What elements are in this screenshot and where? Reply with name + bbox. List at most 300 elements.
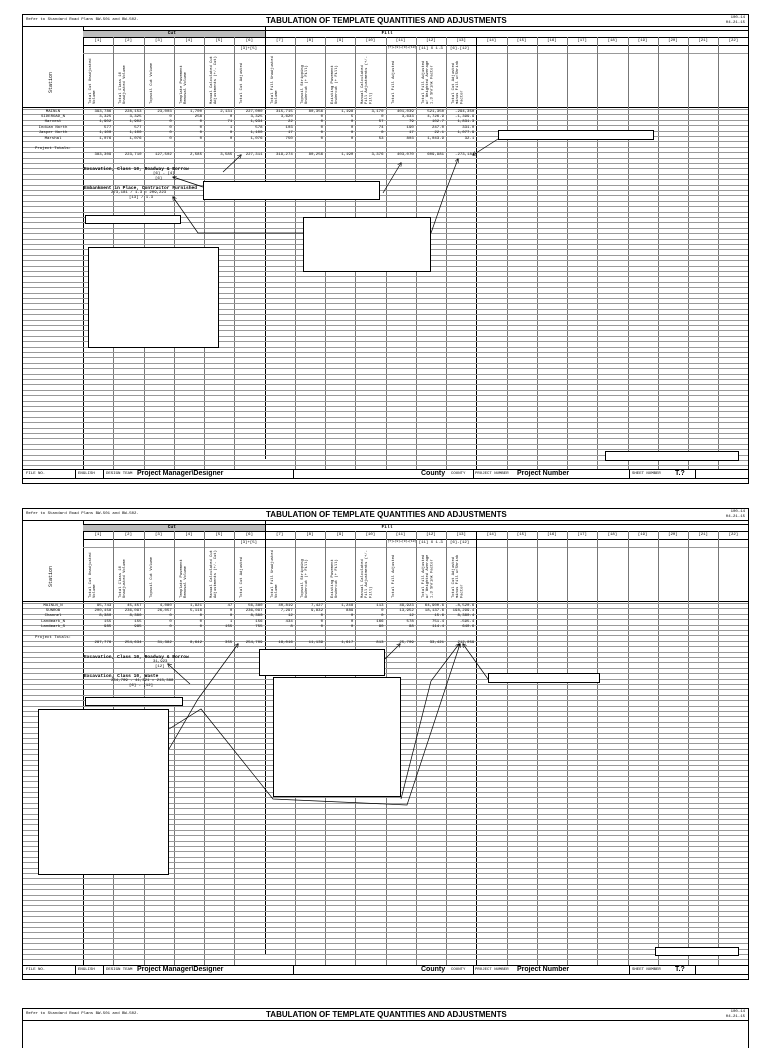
table-cell: 8,380 [250,614,263,619]
column-number-1: [1] [94,39,102,43]
table-cell: 8,380 [129,614,142,619]
table-cell: -1,399.9 [455,114,475,119]
column-header-7: Total Fill Unadjusted Volume [270,56,279,104]
callout-arrow [169,644,460,805]
design-team-label: DESIGN TEAM [106,472,133,476]
column-header-3: Topsoil Cut Volume [149,62,154,104]
table-cell: 0 [229,608,233,613]
quantity-note-ref-2: [6] - [12] [129,684,154,689]
table-cell: 640.6 [462,625,475,630]
table-cell: 71 [227,120,233,125]
column-number-14: [14] [486,39,497,43]
total-cell: 212,059 [457,641,475,646]
table-cell: 4,726.9 [427,114,444,119]
column-number-15: [15] [516,39,527,43]
table-cell: 0 [199,125,202,130]
sheet-title: TABULATION OF TEMPLATE QUANTITIES AND ADJUSTMENTS [266,16,507,25]
table-cell: 22.1 [434,131,444,136]
sheet-date: 04-21-15 [725,21,745,25]
table-cell: 57 [378,120,384,125]
total-cell: 287,776 [94,641,112,646]
station-column-header: Station [48,565,54,587]
table-cell: 0 [320,614,323,619]
table-cell: 0 [229,114,233,119]
column-number-4: [4] [185,39,193,43]
column-number-3: [3] [155,533,163,537]
callout-arrow [401,644,459,799]
county-label: COUNTY [451,968,466,972]
table-cell: 56,380 [248,603,263,608]
county-name: County [421,966,446,973]
table-cell: 755 [255,625,263,630]
table-cell: 0 [169,125,172,130]
table-cell: 0 [199,136,202,141]
table-cell: 32.1 [464,136,475,141]
total-cell: 3,585 [220,152,233,157]
table-cell: 889 [346,608,354,613]
total-cell: 383,309 [94,152,112,157]
table-cell: 198,299.4 [452,608,475,613]
total-cell: 127,502 [154,152,172,157]
table-cell: 155 [134,619,142,624]
sheet-code: 100-14 [730,16,745,20]
column-number-20: [20] [668,533,678,537]
station-column-header: Station [48,71,54,93]
table-cell: 0 [320,136,323,141]
column-number-12: [12] [426,533,436,537]
column-number-7: [7] [276,533,284,537]
table-cell: 0 [381,608,384,613]
column-number-9: [9] [336,39,344,43]
callout-arrow [169,644,238,749]
formula-col-13: [6]-[12] [450,47,470,51]
sheet-date: 04-21-15 [725,515,745,519]
column-header-4: Template Pavement Removal Volume [179,65,188,104]
standard-plans-note: Refer to Standard Road Plans BW-501 and BW-502. [26,1012,139,1016]
column-header-8: Topsoil Stripping Undercut (+ Fill) [300,65,309,104]
callout-arrow [223,155,241,172]
table-cell: 88 [408,625,414,630]
tabulation-sheet-2 [22,508,749,980]
total-cell: 31,382 [157,641,172,646]
column-number-14: [14] [486,533,497,537]
column-number-2: [2] [124,39,132,43]
table-cell: 0 [350,131,354,136]
table-cell: 1,198 [341,109,354,114]
table-cell: 1,248 [341,603,354,608]
table-cell: 258 [194,114,202,119]
callout-arrow [463,644,488,679]
column-header-6: Total Cut Adjusted [240,556,245,598]
table-cell: 0 [199,131,202,136]
table-cell: 985 [134,625,142,630]
project-number-label: PROJECT NUMBER [475,472,509,476]
column-header-10: Manual Calculated Fill Adjustments (+/- Fill) [361,550,374,598]
quantity-note-title-1: Excavation, Class 10, Roadway & Borrow [84,166,189,172]
station-cell: Channel [44,614,62,619]
total-cell: 80,256 [308,152,323,157]
station-cell: Harvest [44,120,62,125]
total-cell: 813 [376,641,384,646]
table-cell: 0 [350,136,354,141]
table-cell: 0 [381,131,384,136]
column-number-18: [18] [607,533,618,537]
table-cell: 0 [320,625,323,630]
callout-arrow [173,197,303,233]
table-cell: 17 [408,131,414,136]
county-name: County [421,470,446,477]
english-label: ENGLISH [78,472,95,476]
column-header-7: Total Fill Unadjusted Volume [270,550,279,598]
table-cell: 227,000 [245,109,263,114]
column-number-10: [10] [365,39,376,43]
table-cell: 7,297 [280,608,293,613]
column-number-15: [15] [516,533,527,537]
table-cell: 578 [255,125,263,130]
table-cell: 0 [199,619,202,624]
table-cell: 1,921 [189,603,202,608]
table-cell: 102.7 [431,120,444,125]
table-cell: 1 [229,619,233,624]
column-header-9: Existing Pavement Undercut (+ Fill) [331,559,340,598]
table-cell: 2,131 [220,109,233,114]
callout-arrow [385,644,400,659]
table-cell: 0 [320,125,323,130]
table-cell: 578 [406,619,414,624]
table-cell: 0 [381,114,384,119]
column-header-5: Manual Calculated Cut Adjustments (+/- Cut) [210,56,219,104]
total-cell: 609,981 [427,152,444,157]
table-cell: 0 [169,120,172,125]
formula-col-11: [7]+[8]+[9]+[10] [387,540,417,543]
table-cell: 156 [255,619,263,624]
column-number-22: [22] [728,533,739,537]
table-cell: 23,003 [157,109,172,114]
column-number-7: [7] [276,39,284,43]
column-header-6: Total Cut Adjusted [240,62,245,104]
callout-arrow [431,159,458,233]
station-cell: SUNROB [45,608,61,613]
table-cell: 0 [229,131,233,136]
column-number-13: [13] [456,533,466,537]
total-cell: 223,710 [124,152,142,157]
table-cell: 1,902 [129,120,142,125]
design-team-label: DESIGN TEAM [106,968,133,972]
table-cell: 1,831.3 [457,120,475,125]
table-cell: 3,620 [280,114,293,119]
table-cell: 1 [229,125,233,130]
table-cell: 22 [287,120,293,125]
formula-col-11: [7]+[8]+[9]+[10] [387,46,417,49]
column-header-9: Existing Pavement Undercut (+ Fill) [331,65,340,104]
table-cell: 0 [320,619,323,624]
table-cell: 331.0 [462,125,475,130]
total-cell: 1,617 [341,641,354,646]
table-cell: 53 [378,136,384,141]
file-no-label: FILE NO. [26,968,46,972]
total-cell: 254,634 [124,641,142,646]
quantity-note-calc-1: [6] - [4] [153,171,175,176]
column-number-6: [6] [245,533,253,537]
table-cell: 0 [199,614,202,619]
table-cell: -595.4 [459,619,475,624]
table-cell: 750 [285,136,293,141]
table-cell: 0 [169,131,172,136]
total-cell: 403,070 [396,152,414,157]
table-cell: 7,427 [310,603,323,608]
table-cell: 114.4 [431,625,444,630]
standard-plans-note: Refer to Standard Road Plans BW-501 and BW-502. [26,18,139,22]
table-cell: 1,077.9 [457,131,475,136]
project-number: Project Number [517,966,570,973]
quantity-note-calc-2: 273,181 / 1.3 = 209,223 [111,190,167,195]
table-cell: 190 [406,125,414,130]
total-cell: 18,016 [278,641,293,646]
table-cell: 3,325 [99,114,112,119]
table-cell: 1,076 [99,136,112,141]
table-cell: 26,057 [157,608,172,613]
table-cell: 0 [350,614,354,619]
table-cell: 228,153 [124,109,142,114]
quantity-note-calc-1: 31,923 [153,660,168,665]
column-number-19: [19] [637,39,648,43]
table-cell: 236,097 [124,608,142,613]
column-number-1: [1] [94,533,102,537]
table-cell: 0 [169,114,172,119]
formula-col-12: [11] X 1.3 [418,541,443,545]
callout-arrow [168,664,190,684]
column-header-13: Total Cut Adjusted minus Fill w/Shrink Factor [452,60,465,104]
table-cell: 103 [285,125,293,130]
table-cell: 12 [408,614,414,619]
sheet-number: T.? [675,966,685,973]
sheet-number-label: SHEET NUMBER [632,968,661,972]
column-number-11: [11] [395,533,406,537]
designer-name: Project Manager\Designer [137,470,224,477]
total-cell: 11,139 [308,641,323,646]
table-cell: -294,350 [455,109,475,114]
table-cell: 64,900.6 [424,603,444,608]
project-number: Project Number [517,470,570,477]
column-number-16: [16] [547,533,557,537]
tabulation-sheet-1 [22,14,749,484]
formula-col-13: [6]-[12] [450,541,470,545]
sheet-code: 100-14 [730,510,745,514]
column-number-12: [12] [426,39,436,43]
table-cell: 247.0 [431,125,444,130]
table-cell: 0 [229,614,233,619]
sheet-title: TABULATION OF TEMPLATE QUANTITIES AND ADJUSTMENTS [266,510,507,519]
sheet-number: T.? [675,470,685,477]
table-cell: 1,076 [250,136,263,141]
table-cell: 49,923 [399,603,414,608]
column-number-9: [9] [336,533,344,537]
table-cell: 0 [350,619,354,624]
column-number-17: [17] [577,39,587,43]
table-cell: 0 [320,114,323,119]
station-cell: SIDEROAD_N [40,114,65,119]
column-number-2: [2] [124,533,132,537]
callout-leader-lines [23,15,749,484]
table-cell: 985 [104,625,112,630]
table-cell: 1,934 [250,120,263,125]
sheet-title: TABULATION OF TEMPLATE QUANTITIES AND ADJUSTMENTS [266,1010,507,1019]
quantity-note-title-1: Excavation, Class 10, Roadway & Borrow [84,655,189,661]
table-cell: 0 [169,614,172,619]
total-cell: 8,642 [189,641,202,646]
table-cell: 3,170 [371,109,384,114]
column-header-1: Total Cut Unadjusted Volume [89,552,98,598]
column-header-1: Total Cut Unadjusted Volume [89,58,98,104]
total-cell: -273,181 [455,152,475,157]
table-cell: 1,100 [250,131,263,136]
formula-col-6: [3]+[5] [240,47,258,51]
column-number-18: [18] [607,39,618,43]
column-number-22: [22] [728,39,739,43]
column-number-20: [20] [668,39,678,43]
table-cell: 200,458 [94,608,112,613]
formula-col-12: [11] X 1.3 [418,47,443,51]
column-number-8: [8] [306,39,314,43]
column-number-13: [13] [456,39,466,43]
table-cell: 315,715 [275,109,293,114]
table-cell: 0 [350,125,354,130]
table-cell: 751.4 [431,619,444,624]
table-cell: 1,043.9 [427,136,444,141]
column-header-5: Manual Calculated Cut Adjustments (+/- Cut) [210,550,219,598]
table-cell: 40,819 [278,603,293,608]
table-cell: 15.6 [434,614,444,619]
total-cell: 33,421 [429,641,444,646]
station-cell: Marshal [44,136,62,141]
total-cell: 355 [225,641,233,646]
project-totals-label: Project Totals: [34,147,71,152]
standard-plans-note: Refer to Standard Road Plans BW-501 and BW-502. [26,512,139,516]
table-cell: 5,116 [189,608,202,613]
total-cell: 254,709 [245,641,263,646]
table-cell: 8,380.4 [457,614,475,619]
project-totals-label: Project Totals: [34,635,71,640]
table-cell: 0 [199,625,202,630]
cut-group-label: Cut [167,525,177,530]
table-cell: 5 [350,114,354,119]
quantity-note-title-2: Excavation, Class 10, Waste [84,674,159,680]
cut-group-label: Cut [167,31,177,36]
fill-group-label: Fill [381,525,393,530]
designer-name: Project Manager\Designer [137,966,224,973]
column-header-12: Total Fill Adjusted w/ Weighted Average 1.3 Shrink Factor [421,60,435,104]
station-cell: Landmark_N [40,619,65,624]
column-header-2: Total Class 10 Unadjusted Volume [119,65,128,104]
column-header-2: Total Class 10 Unadjusted Volume [119,559,128,598]
column-header-11: Total Fill Adjusted [391,60,396,104]
table-cell: 1,700 [189,109,202,114]
total-cell: 1,190 [341,152,354,157]
table-cell: 0 [199,120,202,125]
formula-col-6: [3]+[5] [240,541,258,545]
sheet-code: 100-14 [730,1010,745,1014]
english-label: ENGLISH [78,968,95,972]
column-number-6: [6] [245,39,253,43]
table-cell: 12 [287,614,293,619]
column-header-3: Topsoil Cut Volume [149,556,154,598]
column-number-3: [3] [155,39,163,43]
table-cell: 80,356 [308,109,323,114]
table-cell: 803 [406,136,414,141]
column-number-8: [8] [306,533,314,537]
station-cell: MAINLN [45,109,61,114]
file-no-label: FILE NO. [26,472,46,476]
callout-arrow [173,177,203,187]
column-header-12: Total Fill Adjusted w/ Weighted Average 1.3 Shrink Factor [421,554,435,598]
station-cell: Landmark_S [40,625,65,630]
column-number-16: [16] [547,39,557,43]
table-cell: 47 [227,603,233,608]
table-cell: 0 [320,120,323,125]
table-cell: -8,520.6 [455,603,475,608]
table-cell: 8 [290,625,293,630]
table-cell: 1,100 [129,131,142,136]
column-number-21: [21] [698,39,708,43]
column-header-13: Total Cut Adjusted minus Fill w/Shrink Factor [452,554,465,598]
quantity-note-title-2: Embankment in Place, Contractor Furnished [84,185,198,191]
column-number-10: [10] [365,533,376,537]
column-number-21: [21] [698,533,708,537]
table-cell: 236,097 [245,608,263,613]
table-cell: 0 [381,614,384,619]
quantity-note-ref-1: [6] [155,176,163,181]
table-cell: 0 [169,625,172,630]
column-number-19: [19] [637,533,648,537]
column-header-8: Topsoil Stripping Undercut (+ Fill) [300,559,309,598]
total-cell: 3,376 [371,152,384,157]
fill-group-label: Fill [381,31,393,36]
table-cell: 401,039 [396,109,414,114]
column-header-11: Total Fill Adjusted [391,554,396,598]
column-number-11: [11] [395,39,406,43]
table-cell: 74 [378,125,384,130]
table-cell: 1,902 [99,120,112,125]
tabulation-sheet-3 [22,1008,749,1048]
table-cell: 1,076 [129,136,142,141]
column-number-4: [4] [185,533,193,537]
table-cell: 45,457 [127,603,142,608]
table-cell: 0 [169,136,172,141]
callout-leader-lines [23,509,749,980]
column-header-10: Manual Calculated Fill Adjustments (+/- Fill) [361,56,374,104]
table-cell: 95,743 [96,603,112,608]
table-cell: 3,633 [401,114,414,119]
table-cell: 3,325 [250,114,263,119]
table-cell: 393,786 [94,109,112,114]
column-number-5: [5] [215,39,223,43]
quantity-note-calc-2: 254,709 - 41,321 = 213,388 [111,679,174,684]
table-cell: 155 [104,619,112,624]
station-cell: Indian North [38,125,68,130]
callout-arrow [383,163,401,193]
table-cell: 0 [229,136,233,141]
table-cell: 13,952 [399,608,414,613]
quantity-note-ref-1: [12] [155,665,165,670]
table-cell: 521,350 [427,109,444,114]
project-number-label: PROJECT NUMBER [475,968,509,972]
column-number-17: [17] [577,533,587,537]
table-cell: 113 [376,603,384,608]
callout-arrow [473,139,498,155]
table-cell: 3,325 [129,114,142,119]
county-label: COUNTY [451,472,466,476]
total-cell: 319,274 [275,152,293,157]
